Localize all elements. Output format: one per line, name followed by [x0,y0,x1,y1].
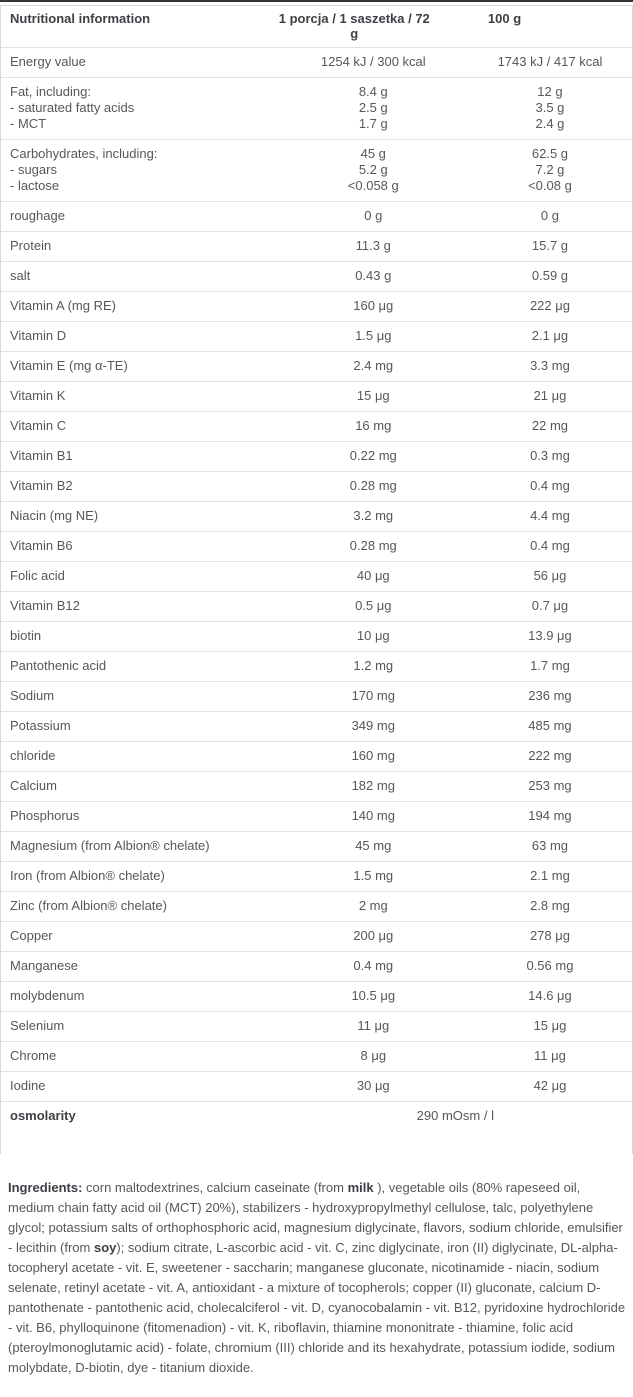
per-serving-value: 170 mg [351,688,395,703]
nutrient-label-cell [1,568,279,584]
per-serving-cell [279,1048,468,1064]
per-serving-value: 0.4 mg [353,958,394,973]
table-row [1,262,632,292]
table-row [1,892,632,922]
per-100g-cell [468,1048,632,1064]
per-serving-cell [279,1078,468,1094]
per-serving-value: 140 mg [351,808,395,823]
table-row [1,322,632,352]
per-serving-cell [279,838,468,854]
table-row [1,232,632,262]
per-100g-cell [468,54,632,70]
per-serving-cell [279,928,468,944]
per-100g-value: 2.1 μg [531,328,569,343]
nutrient-label: Vitamin B2 [10,478,73,493]
nutrient-label-cell [1,418,279,434]
per-100g-value: 485 mg [528,718,572,733]
per-100g-cell [468,146,632,194]
nutrient-label: molybdenum [10,988,85,1003]
nutrient-label: - sugars [10,162,57,177]
per-serving-value: 1.2 mg [353,658,394,673]
per-serving-cell [279,418,468,434]
per-100g-cell [468,448,632,464]
header-per-serving: 1 porcja / 1 saszetka / 72 g [278,11,430,41]
nutrient-label-cell [1,928,279,944]
per-serving-value: 10.5 μg [351,988,396,1003]
nutrient-label: biotin [10,628,42,643]
per-serving-value: 1254 kJ / 300 kcal [320,54,426,69]
nutrient-label-cell [1,598,279,614]
table-row [1,622,632,652]
per-100g-cell [468,868,632,884]
per-serving-cell [279,358,468,374]
per-serving-value: 15 μg [356,388,390,403]
per-100g-cell [468,628,632,644]
per-serving-cell [279,478,468,494]
nutrient-label-cell [1,628,279,644]
nutrient-label-cell [1,1078,279,1094]
per-serving-cell [279,146,468,194]
ingredients-bold-text: Ingredients: [8,1180,87,1195]
table-row [1,1012,632,1042]
table-row [1,442,632,472]
per-serving-value: 11 μg [357,1018,390,1033]
nutrient-label-cell [1,298,279,314]
per-100g-cell [468,568,632,584]
per-100g-value: 0.7 μg [531,598,569,613]
nutrient-label-cell [1,208,279,224]
per-100g-value: 0.59 g [531,268,569,283]
nutrient-label: chloride [10,748,56,763]
per-100g-value: 253 mg [528,778,572,793]
per-100g-value: <0.08 g [528,178,572,193]
table-row [1,952,632,982]
per-serving-cell [279,958,468,974]
per-serving-cell [279,538,468,554]
per-serving-value: 1.5 mg [353,868,394,883]
table-row [1,78,632,140]
nutrient-label: Fat, including: [10,84,91,99]
per-serving-value: 2.5 g [358,100,388,115]
spanned-value-cell [279,1108,632,1124]
nutrient-label: Folic acid [10,568,65,583]
nutrient-label: salt [10,268,31,283]
nutrient-label-cell [1,478,279,494]
per-serving-value: 45 g [360,146,386,161]
nutrient-label-cell [1,988,279,1004]
table-row [1,412,632,442]
nutrient-label: Iron (from Albion® chelate) [10,868,165,883]
per-100g-value: 2.8 mg [530,898,570,913]
per-100g-value: 2.1 mg [530,868,570,883]
nutrient-label: Zinc (from Albion® chelate) [10,898,167,913]
per-serving-value: 0.43 g [355,268,392,283]
per-serving-cell [279,988,468,1004]
per-100g-cell [468,748,632,764]
per-100g-value: 236 mg [528,688,572,703]
table-row [1,712,632,742]
nutrient-label-cell [1,358,279,374]
per-serving-value: 160 mg [351,748,395,763]
nutrient-label: Vitamin B6 [10,538,73,553]
per-serving-value: 0.5 μg [355,598,392,613]
table-row [1,1102,632,1154]
per-100g-cell [468,1018,632,1034]
per-serving-cell [279,54,468,70]
per-serving-value: 0.22 mg [349,448,397,463]
per-serving-cell [279,388,468,404]
per-100g-value: 11 μg [534,1048,566,1063]
table-row [1,862,632,892]
per-serving-value: 160 μg [353,298,394,313]
nutrient-label-cell [1,508,279,524]
nutrient-label-cell [1,778,279,794]
per-100g-cell [468,508,632,524]
per-100g-value: 4.4 mg [530,508,570,523]
per-100g-value: 2.4 g [535,116,565,131]
per-serving-cell [279,84,468,132]
per-serving-value: 3.2 mg [353,508,394,523]
ingredients-bold-text: milk [347,1180,378,1195]
per-100g-cell [468,84,632,132]
nutrient-label: Vitamin A (mg RE) [10,298,116,313]
per-100g-cell [468,658,632,674]
ingredients-paragraph [0,1178,633,1384]
per-serving-value: 200 μg [353,928,394,943]
table-row [1,502,632,532]
per-100g-cell [468,838,632,854]
per-serving-value: 2.4 mg [353,358,394,373]
nutrient-label-cell [1,388,279,404]
per-serving-value: <0.058 g [347,178,399,193]
per-100g-cell [468,958,632,974]
per-100g-value: 12 g [537,84,563,99]
per-serving-cell [279,898,468,914]
per-serving-cell [279,1018,468,1034]
per-serving-value: 11.3 g [355,238,391,253]
nutrient-label: Iodine [10,1078,46,1093]
nutrient-label-cell [1,898,279,914]
per-serving-value: 182 mg [351,778,395,793]
per-100g-value: 278 μg [529,928,570,943]
per-100g-value: 15.7 g [531,238,569,253]
table-row [1,532,632,562]
per-100g-value: 42 μg [533,1078,567,1093]
per-100g-value: 0.4 mg [530,538,570,553]
per-serving-cell [279,328,468,344]
per-serving-value: 5.2 g [358,162,388,177]
per-serving-cell [279,598,468,614]
per-100g-cell [468,1078,632,1094]
nutrient-label: Vitamin K [10,388,66,403]
per-serving-cell [279,868,468,884]
per-100g-value: 3.5 g [535,100,565,115]
nutrient-label: Potassium [10,718,71,733]
per-serving-cell [279,688,468,704]
table-row [1,382,632,412]
nutrient-label: Chrome [10,1048,57,1063]
per-serving-value: 16 mg [355,418,392,433]
nutrient-label: - MCT [10,116,47,131]
nutrient-label-cell [1,84,279,132]
nutrient-label-cell [1,268,279,284]
per-100g-cell [468,688,632,704]
per-100g-value: 0.3 mg [530,448,570,463]
nutrient-label: Selenium [10,1018,65,1033]
nutrient-label: Vitamin B12 [10,598,80,613]
per-100g-cell [468,328,632,344]
table-row [1,140,632,202]
per-serving-value: 349 mg [351,718,395,733]
per-serving-value: 40 μg [356,568,390,583]
ingredients-text: ), vegetable oils (80% rapeseed oil, medium chain fatty acid oil (MCT) 20%), stabilizers - hydroxypropylmethyl cellulose, talc, polyethylene glycol; potassium salts of orthophosphoric acid, magnesium diglycinate, flavors, sodium chloride, emulsifier - lecithin (from [8,1180,623,1255]
per-100g-value: 14.6 μg [528,988,572,1003]
table-row [1,1042,632,1072]
nutrient-label: Phosphorus [10,808,80,823]
per-serving-cell [279,808,468,824]
per-serving-value: 290 mOsm / l [416,1108,494,1123]
per-serving-value: 0 g [364,208,383,223]
per-100g-cell [468,808,632,824]
per-100g-value: 13.9 μg [528,628,572,643]
per-100g-value: 15 μg [533,1018,567,1033]
per-100g-cell [468,478,632,494]
nutrient-label-cell [1,958,279,974]
section-top-divider [0,0,633,2]
per-100g-cell [468,598,632,614]
nutrient-label: Manganese [10,958,78,973]
nutrient-label: Magnesium (from Albion® chelate) [10,838,210,853]
nutrient-label-cell [1,808,279,824]
nutrient-label-cell [1,328,279,344]
per-100g-value: 222 μg [529,298,570,313]
per-100g-cell [468,718,632,734]
nutrient-label-cell [1,658,279,674]
nutrient-label-cell [1,448,279,464]
per-100g-cell [468,778,632,794]
per-100g-cell [468,358,632,374]
nutrient-label-cell [1,1048,279,1064]
nutrient-label: Vitamin D [10,328,67,343]
table-row [1,48,632,78]
per-serving-value: 10 μg [356,628,390,643]
table-row [1,742,632,772]
per-serving-value: 8 μg [360,1048,387,1063]
table-row [1,922,632,952]
per-serving-value: 0.28 mg [349,538,397,553]
per-100g-value: 3.3 mg [530,358,570,373]
per-100g-cell [468,298,632,314]
table-row [1,982,632,1012]
table-body [1,48,632,1154]
table-row [1,562,632,592]
per-serving-value: 0.28 mg [349,478,397,493]
nutrient-label: Vitamin C [10,418,67,433]
per-100g-value: 0 g [540,208,559,223]
nutrient-label-cell [1,1108,279,1124]
per-serving-cell [279,718,468,734]
per-100g-value: 22 mg [531,418,569,433]
per-100g-value: 7.2 g [535,162,565,177]
per-serving-cell [279,208,468,224]
nutrient-label-cell [1,748,279,764]
per-serving-cell [279,268,468,284]
nutrient-label-cell [1,54,279,70]
table-header-row [1,6,632,48]
nutrient-label: Pantothenic acid [10,658,107,673]
per-100g-value: 62.5 g [531,146,569,161]
nutrient-label-cell [1,868,279,884]
per-100g-cell [468,898,632,914]
ingredients-text: ); sodium citrate, L-ascorbic acid - vit. C, zinc diglycinate, iron (II) diglycinate, DL-alpha-tocopheryl acetate - vit. E, sweetener - saccharin; manganese gluconate, nicotinamide - niacin, sodium selenate, retinyl acetate - vit. A, antioxidant - a mixture of tocopherols; copper (II) gluconate, calcium D-pantothenate - pantothenic acid, cholecalciferol - vit. D, cyanocobalamin - vit. B12, pyridoxine hydrochloride - vit. B6, phylloquinone (fitomenadion) - vit. K, riboflavin, thiamine mononitrate - thiamine, folic acid (pteroylmonoglutamic acid) - folate, chromium (III) chloride and its hexahydrate, potassium iodide, sodium molybdate, D-biotin, dye - titanium dioxide. [8,1240,626,1375]
nutrient-label: Sodium [10,688,55,703]
nutrient-label: Calcium [10,778,57,793]
table-row [1,352,632,382]
per-100g-value: 56 μg [533,568,567,583]
per-100g-cell [468,988,632,1004]
per-serving-cell [279,508,468,524]
nutrient-label: Protein [10,238,52,253]
per-100g-cell [468,928,632,944]
table-row [1,292,632,322]
nutrient-label: Energy value [10,54,86,69]
nutrient-label: Carbohydrates, including: [10,146,158,161]
nutrient-label-cell [1,688,279,704]
table-row [1,832,632,862]
nutrient-label: Vitamin B1 [10,448,73,463]
table-row [1,802,632,832]
nutrient-label: Copper [10,928,53,943]
per-serving-value: 1.7 g [358,116,388,131]
per-100g-value: 21 μg [533,388,567,403]
per-serving-value: 2 mg [358,898,388,913]
per-serving-cell [279,448,468,464]
per-100g-cell [468,238,632,254]
table-row [1,202,632,232]
nutrient-label: Vitamin E (mg α-TE) [10,358,128,373]
per-100g-value: 194 mg [528,808,572,823]
ingredients-bold-text: soy [93,1240,117,1255]
per-100g-value: 222 mg [528,748,572,763]
nutrient-label-cell [1,838,279,854]
per-serving-cell [279,298,468,314]
per-100g-value: 1743 kJ / 417 kcal [497,54,603,69]
per-serving-cell [279,568,468,584]
per-serving-cell [279,748,468,764]
per-serving-cell [279,778,468,794]
per-100g-value: 0.56 mg [526,958,574,973]
nutrient-label-cell [1,1018,279,1034]
nutrient-label: roughage [10,208,65,223]
per-serving-value: 30 μg [356,1078,390,1093]
header-per-100g: 100 g [487,11,522,26]
per-serving-value: 45 mg [355,838,392,853]
ingredients-text: corn maltodextrines, calcium caseinate (from [86,1180,348,1195]
per-100g-cell [468,208,632,224]
per-100g-cell [468,388,632,404]
nutrient-label: Niacin (mg NE) [10,508,99,523]
per-100g-value: 0.4 mg [530,478,570,493]
per-serving-cell [279,238,468,254]
nutrient-label: osmolarity [10,1108,76,1123]
nutrient-label: - saturated fatty acids [10,100,135,115]
per-serving-value: 1.5 μg [355,328,392,343]
table-row [1,652,632,682]
header-nutritional-information: Nutritional information [10,11,151,26]
nutrient-label-cell [1,146,279,194]
per-serving-cell [279,658,468,674]
nutrient-label: - lactose [10,178,60,193]
table-row [1,1072,632,1102]
nutrient-label-cell [1,718,279,734]
per-100g-value: 1.7 mg [530,658,570,673]
table-row [1,592,632,622]
per-100g-cell [468,538,632,554]
table-row [1,472,632,502]
nutrition-table [0,5,633,1154]
per-100g-cell [468,418,632,434]
table-row [1,682,632,712]
per-serving-value: 8.4 g [358,84,388,99]
table-row [1,772,632,802]
per-100g-value: 63 mg [531,838,569,853]
nutrient-label-cell [1,538,279,554]
nutrient-label-cell [1,238,279,254]
per-serving-cell [279,628,468,644]
per-100g-cell [468,268,632,284]
